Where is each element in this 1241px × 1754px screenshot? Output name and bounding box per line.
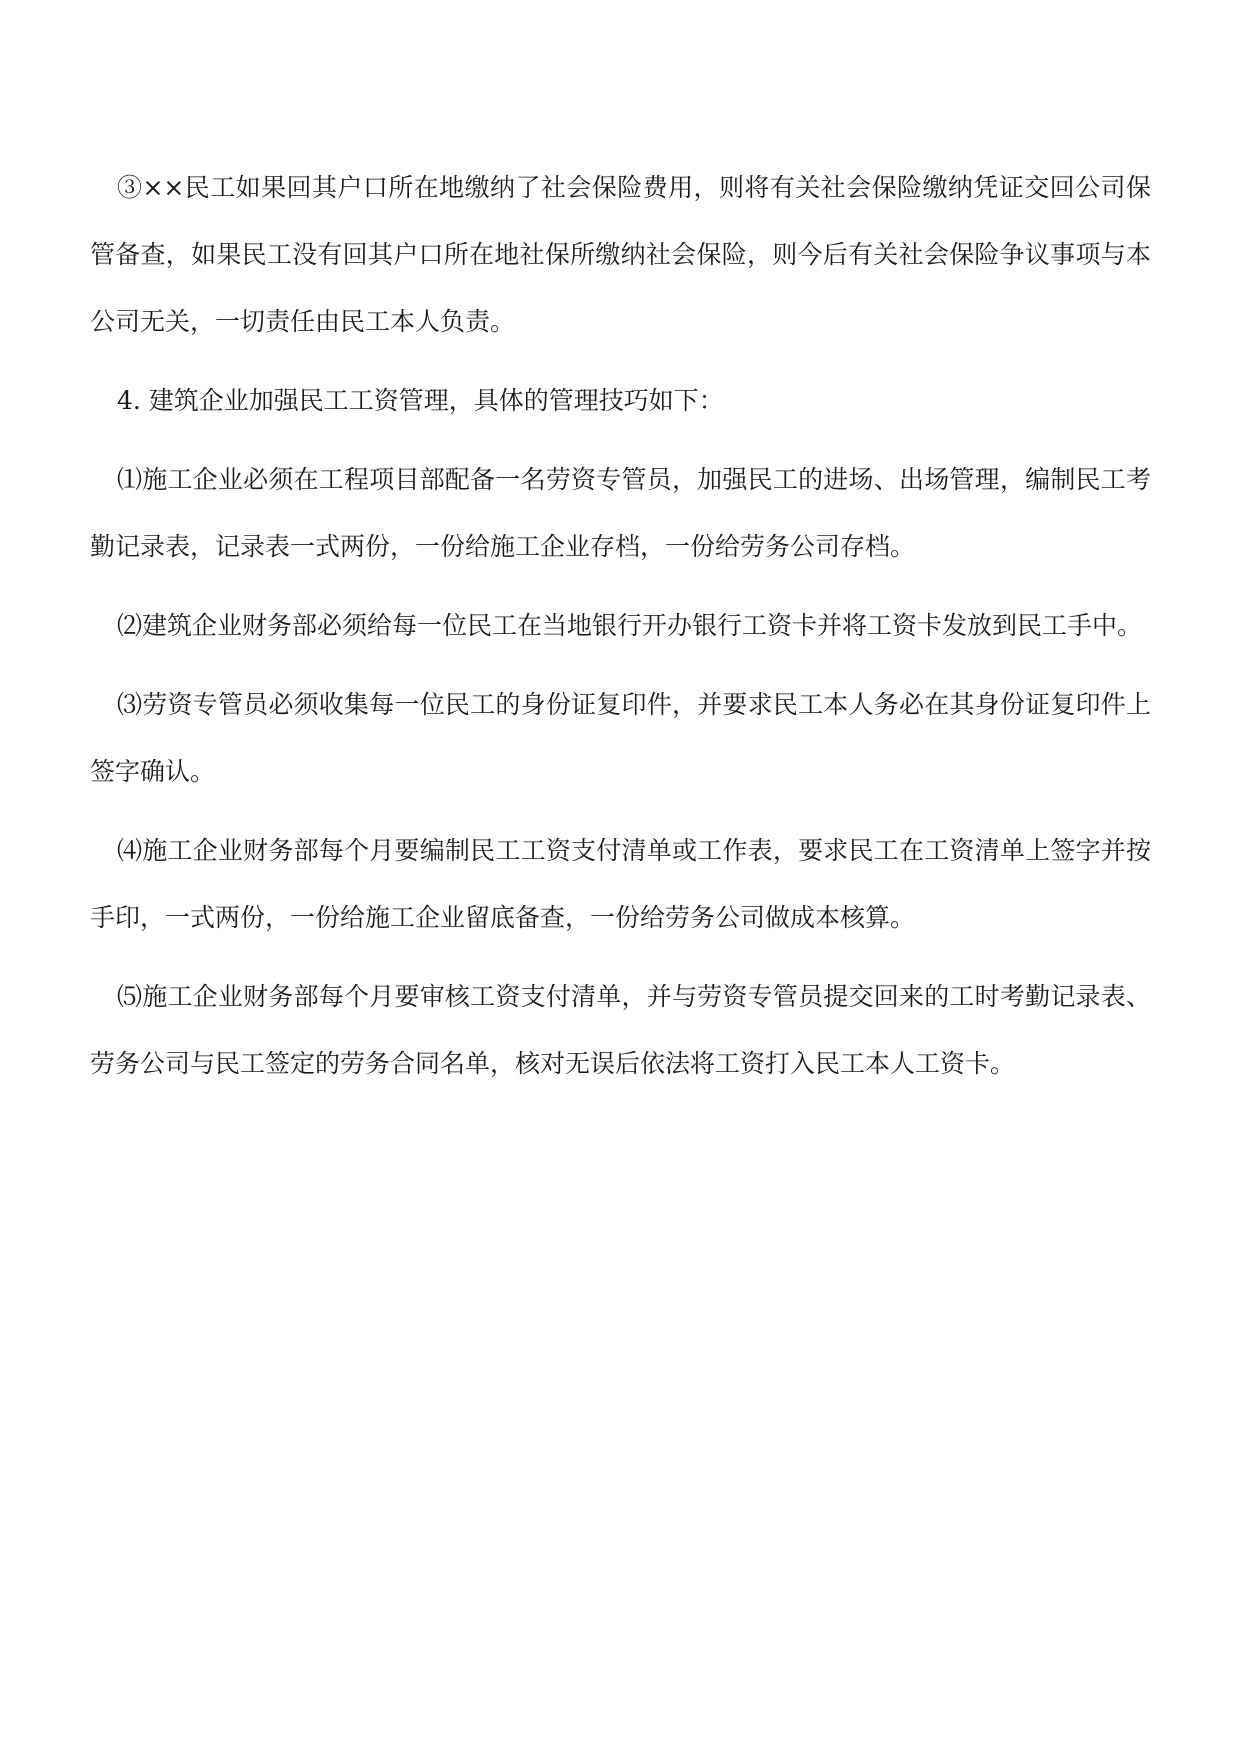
paragraph-social-insurance: ③××民工如果回其户口所在地缴纳了社会保险费用，则将有关社会保险缴纳凭证交回公司保管备查，如果民工没有回其户口所在地社保所缴纳社会保险，则今后有关社会保险争议事项与本公司无关，一切责任由民工本人负责。 [90, 173, 1151, 336]
paragraph-item-4: ⑷施工企业财务部每个月要编制民工工资支付清单或工作表，要求民工在工资清单上签字并按手印，一式两份，一份给施工企业留底备查，一份给劳务公司做成本核算。 [90, 836, 1151, 932]
paragraph-item-3: ⑶劳资专管员必须收集每一位民工的身份证复印件，并要求民工本人务必在其身份证复印件上签字确认。 [90, 690, 1151, 786]
paragraph-item-5: ⑸施工企业财务部每个月要审核工资支付清单，并与劳资专管员提交回来的工时考勤记录表、劳务公司与民工签定的劳务合同名单，核对无误后依法将工资打入民工本人工资卡。 [90, 982, 1151, 1078]
paragraph-item-2: ⑵建筑企业财务部必须给每一位民工在当地银行开办银行工资卡并将工资卡发放到民工手中。 [117, 611, 1143, 640]
paragraph-section-4-heading: 4. 建筑企业加强民工工资管理，具体的管理技巧如下： [117, 386, 724, 415]
document-body [90, 154, 1151, 1109]
paragraph-item-1: ⑴施工企业必须在工程项目部配备一名劳资专管员，加强民工的进场、出场管理，编制民工考勤记录表，记录表一式两份，一份给施工企业存档，一份给劳务公司存档。 [90, 465, 1151, 561]
